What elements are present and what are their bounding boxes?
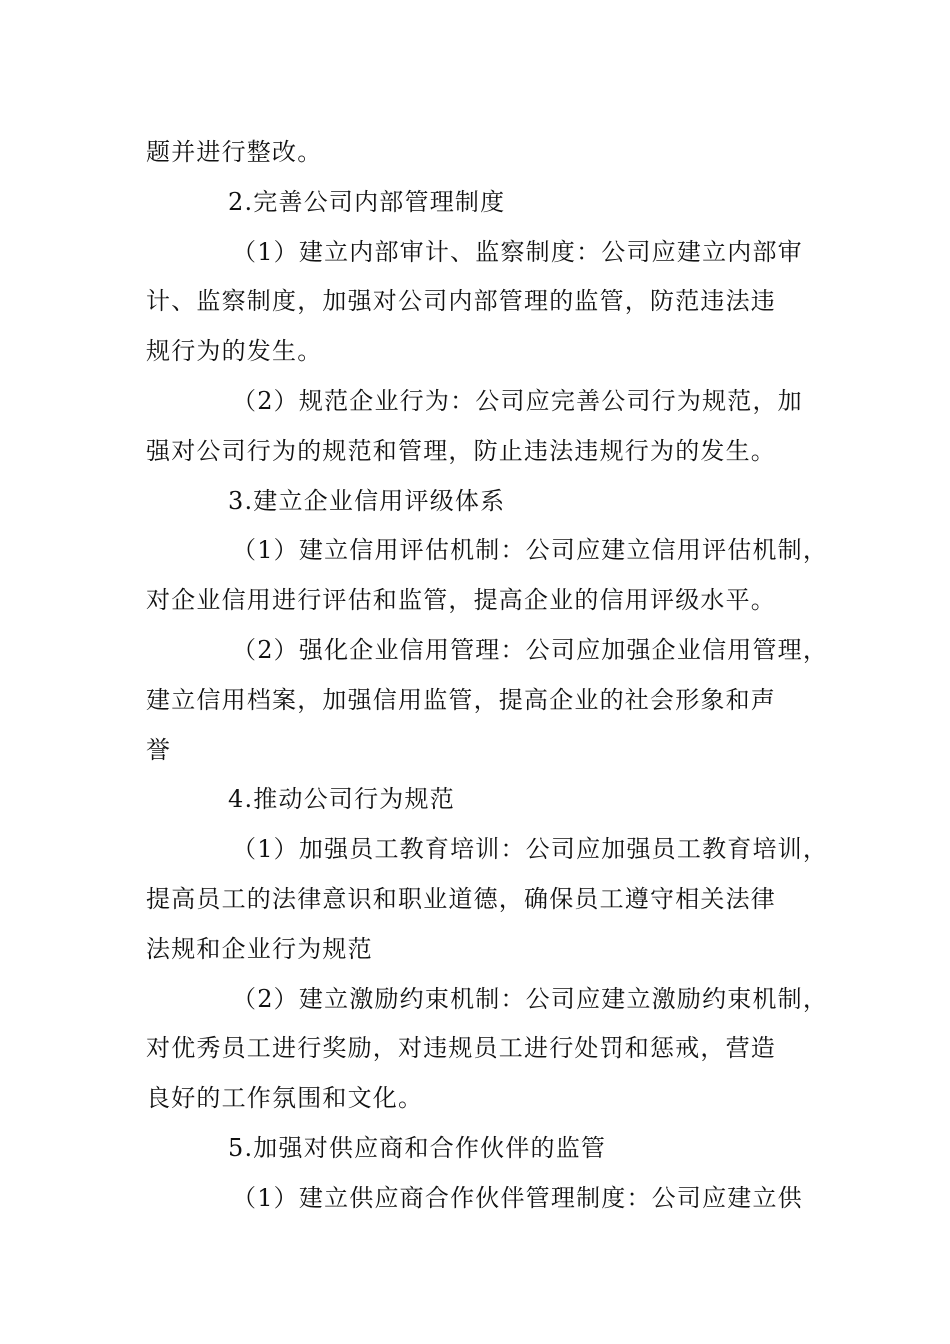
paragraph-line: 对优秀员工进行奖励，对违规员工进行处罚和惩戒，营造 — [146, 1034, 776, 1063]
section-heading: 4.推动公司行为规范 — [228, 785, 455, 814]
paragraph-line: （1）建立供应商合作伙伴管理制度：公司应建立供 — [232, 1183, 803, 1212]
body-text — [146, 128, 829, 1224]
paragraph-line: （2）建立激励约束机制：公司应建立激励约束机制， — [232, 984, 829, 1013]
paragraph-line: 法规和企业行为规范 — [146, 934, 373, 963]
paragraph-line: 题并进行整改。 — [146, 138, 323, 166]
paragraph-line: （1）建立内部审计、监察制度：公司应建立内部审 — [232, 237, 803, 266]
paragraph-line: 提高员工的法律意识和职业道德，确保员工遵守相关法律 — [146, 884, 776, 913]
section-heading: 3.建立企业信用评级体系 — [228, 486, 506, 515]
paragraph-line: 规行为的发生。 — [146, 337, 323, 366]
paragraph-line: 强对公司行为的规范和管理，防止违法违规行为的发生。 — [146, 436, 776, 465]
paragraph-line: （2）强化企业信用管理：公司应加强企业信用管理， — [232, 635, 829, 664]
paragraph-line: （2）规范企业行为：公司应完善公司行为规范，加 — [232, 386, 803, 415]
paragraph-line: 誉 — [146, 735, 172, 764]
paragraph-line: （1）加强员工教育培训：公司应加强员工教育培训， — [232, 835, 829, 864]
paragraph-line: 良好的工作氛围和文化。 — [146, 1084, 424, 1113]
paragraph-line: （1）建立信用评估机制：公司应建立信用评估机制， — [232, 536, 829, 565]
paragraph-line: 对企业信用进行评估和监管，提高企业的信用评级水平。 — [146, 586, 776, 615]
section-heading: 5.加强对供应商和合作伙伴的监管 — [228, 1133, 607, 1162]
section-heading: 2.完善公司内部管理制度 — [228, 187, 506, 216]
paragraph-line: 建立信用档案，加强信用监管，提高企业的社会形象和声 — [146, 685, 776, 714]
paragraph-line: 计、监察制度，加强对公司内部管理的监管，防范违法违 — [146, 287, 776, 316]
